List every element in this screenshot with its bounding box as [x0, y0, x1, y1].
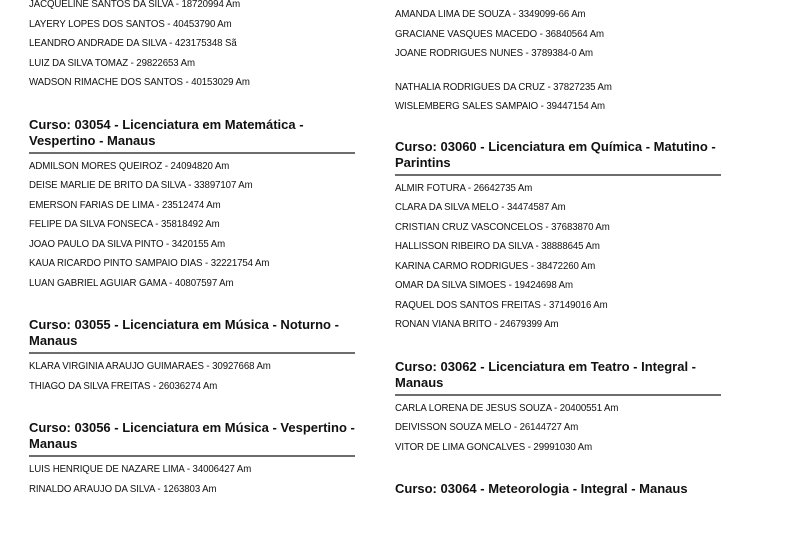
list-item: KLARA VIRGINIA ARAUJO GUIMARAES - 30927668 Am	[29, 360, 271, 372]
list-item: JACQUELINE SANTOS DA SILVA - 18720994 Am	[29, 0, 241, 10]
divider	[29, 152, 355, 154]
list-item: ALMIR FOTURA - 26642735 Am	[395, 181, 533, 194]
course-heading: Curso: 03055 - Licenciatura em Música - Noturno - Manaus	[29, 317, 339, 348]
list-item: RINALDO ARAUJO DA SILVA - 1263803 Am	[29, 482, 217, 495]
course-section-03064	[395, 481, 735, 497]
list-item: KAUA RICARDO PINTO SAMPAIO DIAS - 32221754 Am	[29, 257, 270, 269]
list-item: JOANE RODRIGUES NUNES - 3789384-0 Am	[395, 47, 594, 59]
list-item: LEANDRO ANDRADE DA SILVA - 423175348 Sã	[29, 37, 237, 49]
course-heading: Curso: 03056 - Licenciatura em Música - Vespertino - Manaus	[29, 420, 355, 451]
list-item: WISLEMBERG SALES SAMPAIO - 39447154 Am	[395, 100, 606, 112]
list-item: THIAGO DA SILVA FREITAS - 26036274 Am	[29, 379, 218, 392]
list-item: LUIZ DA SILVA TOMAZ - 29822653 Am	[29, 56, 195, 69]
course-section-03055	[29, 317, 369, 396]
list-item: RONAN VIANA BRITO - 24679399 Am	[395, 318, 559, 330]
list-item: CLARA DA SILVA MELO - 34474587 Am	[395, 201, 566, 213]
course-section-03056	[29, 420, 369, 499]
list-item: ADMILSON MORES QUEIROZ - 24094820 Am	[29, 159, 230, 172]
list-item: KARINA CARMO RODRIGUES - 38472260 Am	[395, 259, 596, 272]
list-item: VITOR DE LIMA GONCALVES - 29991030 Am	[395, 440, 593, 453]
list-item: NATHALIA RODRIGUES DA CRUZ - 37827235 Am	[395, 80, 612, 93]
divider	[395, 174, 721, 176]
list-item: FELIPE DA SILVA FONSECA - 35818492 Am	[29, 218, 220, 230]
course-heading: Curso: 03064 - Meteorologia - Integral - Manaus	[395, 481, 688, 496]
divider	[395, 394, 721, 396]
list-item: OMAR DA SILVA SIMOES - 19424698 Am	[395, 279, 573, 291]
list-item: CARLA LORENA DE JESUS SOUZA - 20400551 Am	[395, 401, 619, 414]
left-column	[29, 0, 369, 499]
course-section-03054	[29, 117, 369, 294]
list-item: GRACIANE VASQUES MACEDO - 36840564 Am	[395, 27, 605, 40]
course-heading: Curso: 03060 - Licenciatura em Química - Matutino - Parintins	[395, 138, 716, 170]
list-item: JOAO PAULO DA SILVA PINTO - 3420155 Am	[29, 237, 226, 250]
right-top-list	[395, 5, 735, 117]
list-item: LAYERY LOPES DOS SANTOS - 40453790 Am	[29, 17, 232, 30]
list-item: CRISTIAN CRUZ VASCONCELOS - 37683870 Am	[395, 220, 610, 233]
list-item: RAQUEL DOS SANTOS FREITAS - 37149016 Am	[395, 298, 608, 311]
divider	[29, 352, 355, 354]
list-item: AMANDA LIMA DE SOUZA - 3349099-66 Am	[395, 8, 586, 20]
list-item: DEIVISSON SOUZA MELO - 26144727 Am	[395, 421, 579, 433]
list-gap	[395, 64, 735, 78]
right-column	[395, 5, 735, 497]
left-top-list	[29, 0, 369, 93]
list-item: WADSON RIMACHE DOS SANTOS - 40153029 Am	[29, 76, 250, 88]
list-item: HALLISSON RIBEIRO DA SILVA - 38888645 Am	[395, 240, 600, 252]
course-heading: Curso: 03054 - Licenciatura em Matemática - Vespertino - Manaus	[29, 116, 304, 148]
course-section-03060	[395, 139, 735, 335]
list-item: EMERSON FARIAS DE LIMA - 23512474 Am	[29, 198, 221, 211]
course-section-03062	[395, 359, 735, 458]
list-item: LUIS HENRIQUE DE NAZARE LIMA - 34006427 Am	[29, 463, 252, 475]
divider	[29, 455, 355, 457]
list-item: LUAN GABRIEL AGUIAR GAMA - 40807597 Am	[29, 276, 234, 289]
list-item: DEISE MARLIE DE BRITO DA SILVA - 33897107 Am	[29, 179, 253, 191]
course-heading: Curso: 03062 - Licenciatura em Teatro - Integral - Manaus	[395, 358, 697, 390]
